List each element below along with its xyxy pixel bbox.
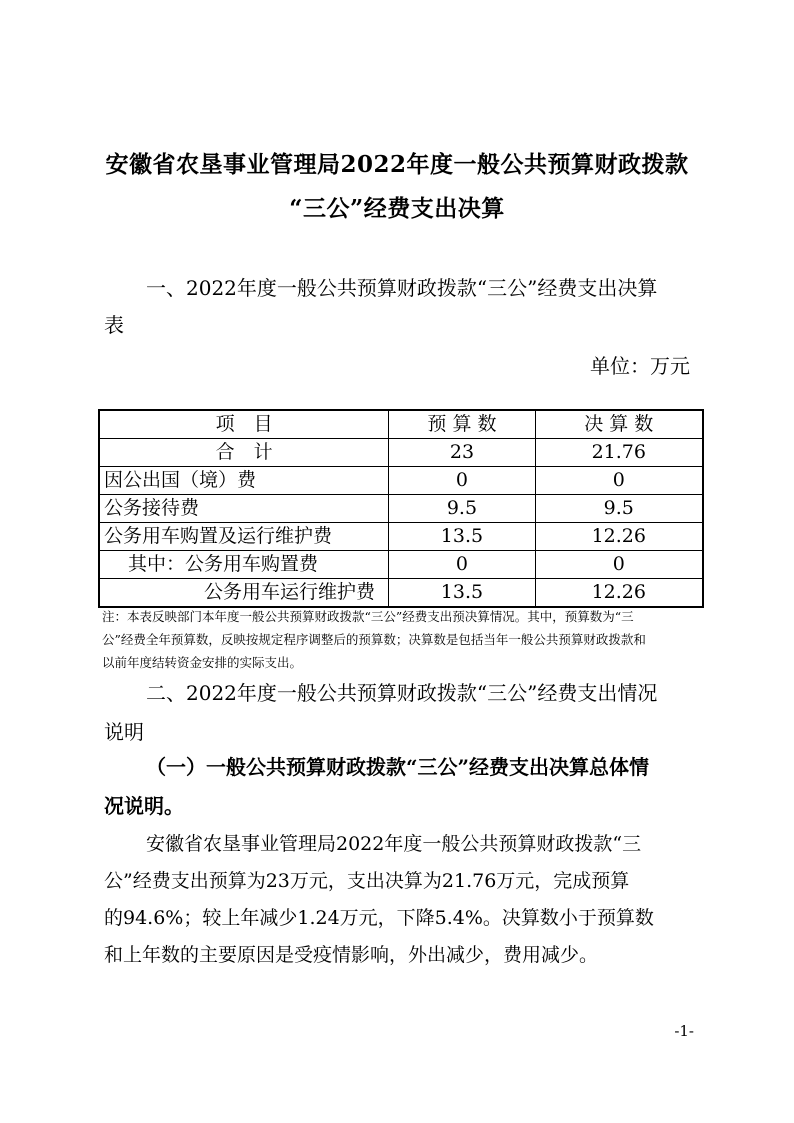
- paragraph-line: 公”经费支出预算为23万元，支出决算为21.76万元，完成预算: [104, 870, 630, 892]
- expense-table: [98, 409, 704, 608]
- paragraph-line: 和上年数的主要原因是受疫情影响，外出减少，费用减少。: [104, 944, 599, 966]
- header-actual: 决 算 数: [535, 410, 703, 439]
- row-budget: 13.5: [389, 523, 535, 551]
- row-budget: 0: [389, 551, 535, 579]
- row-item: 因公出国（境）费: [99, 467, 389, 495]
- row-budget: 23: [389, 439, 535, 467]
- row-actual: 0: [535, 467, 703, 495]
- row-actual: 9.5: [535, 495, 703, 523]
- row-budget: 13.5: [389, 579, 535, 608]
- row-actual: 0: [535, 551, 703, 579]
- section1-heading-cont: 表: [104, 313, 124, 337]
- section2-heading-cont: 说明: [104, 720, 144, 744]
- section1-heading: 一、2022年度一般公共预算财政拨款“三公”经费支出决算: [146, 276, 658, 300]
- row-item: 公务用车购置及运行维护费: [99, 523, 389, 551]
- header-budget: 预 算 数: [389, 410, 535, 439]
- row-item: 其中：公务用车购置费: [99, 551, 389, 579]
- note-line: 以前年度结转资金安排的实际支出。: [102, 655, 303, 670]
- table-row: [99, 495, 703, 523]
- table-row: [99, 551, 703, 579]
- paragraph-line: 的94.6%；较上年减少1.24万元，下降5.4%。决算数小于预算数: [104, 907, 654, 929]
- row-item: 合 计: [99, 439, 389, 467]
- row-item: 公务用车运行维护费: [99, 579, 389, 608]
- note-line: 注：本表反映部门本年度一般公共预算财政拨款“三公”经费支出预决算情况。其中，预算数为“三: [102, 609, 634, 624]
- row-item: 公务接待费: [99, 495, 389, 523]
- unit-label: 单位：万元: [590, 354, 690, 378]
- header-item: 项 目: [99, 410, 389, 439]
- table-row: [99, 523, 703, 551]
- page-number: -1-: [674, 1022, 694, 1040]
- row-actual: 12.26: [535, 523, 703, 551]
- subsection1-heading: （一）一般公共预算财政拨款“三公”经费支出决算总体情: [146, 755, 650, 779]
- row-budget: 0: [389, 467, 535, 495]
- table-note: [102, 605, 702, 674]
- row-budget: 9.5: [389, 495, 535, 523]
- subsection1-heading-cont: 况说明。: [104, 794, 184, 818]
- row-actual: 21.76: [535, 439, 703, 467]
- row-actual: 12.26: [535, 579, 703, 608]
- paragraph-line: 安徽省农垦事业管理局2022年度一般公共预算财政拨款“三: [146, 833, 642, 855]
- table-header-row: [99, 410, 703, 439]
- table-row: [99, 579, 703, 608]
- title-line1: 安徽省农垦事业管理局2022年度一般公共预算财政拨款: [105, 151, 689, 178]
- note-line: 公”经费全年预算数，反映按规定程序调整后的预算数；决算数是包括当年一般公共预算财政拨款和: [102, 632, 646, 647]
- title-line2: “三公”经费支出决算: [289, 195, 505, 222]
- section2-heading: 二、2022年度一般公共预算财政拨款“三公”经费支出情况: [146, 681, 658, 705]
- table-row: [99, 467, 703, 495]
- table-row: [99, 439, 703, 467]
